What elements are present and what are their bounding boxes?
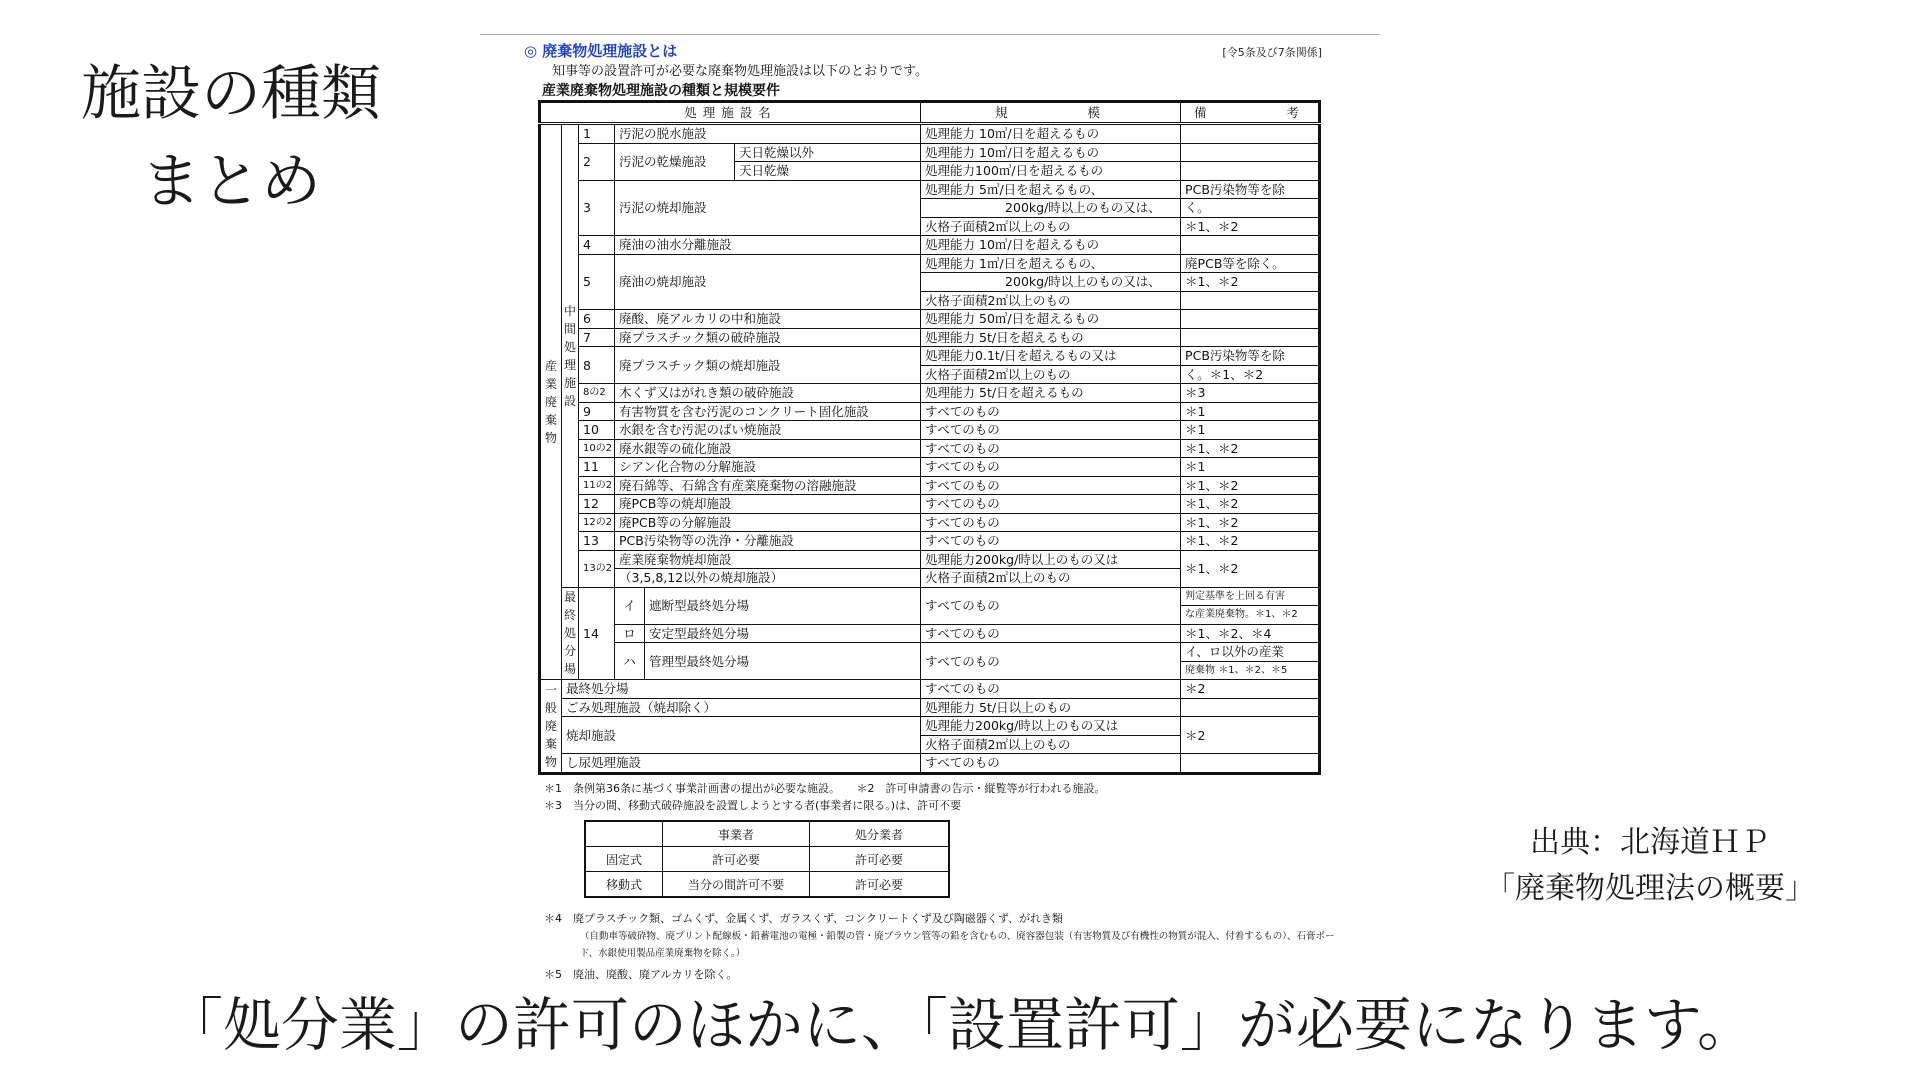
group-final: 最 終 処 分 場 — [562, 587, 579, 680]
row-name: ごみ処理施設（焼却除く） — [562, 698, 921, 717]
row-subname: 天日乾燥以外 — [735, 143, 921, 162]
table-row — [540, 254, 1320, 273]
table-row — [540, 180, 1320, 199]
footnote-3: ＊3 当分の間、移動式破砕施設を設置しようとする者(事業者に限る。)は、許可不要 — [544, 799, 962, 812]
row-name: 安定型最終処分場 — [645, 624, 921, 643]
row-no: 12 — [579, 495, 615, 514]
row-note — [1181, 698, 1320, 717]
row-scale: すべてのもの — [921, 532, 1181, 551]
row-mark: イ — [615, 587, 645, 624]
row-note: く。＊1、＊2 — [1181, 365, 1320, 384]
header-note: 備 考 — [1181, 102, 1320, 124]
footnote-1-2: ＊1 条例第36条に基づく事業計画書の提出が必要な施設。 ＊2 許可申請書の告示・縦覧等が行われる施設。 — [544, 782, 1106, 795]
mobile-permit-table — [584, 820, 950, 898]
row-scale: すべてのもの — [921, 458, 1181, 477]
row-scale: 処理能力100㎥/日を超えるもの — [921, 162, 1181, 181]
row-note: イ、ロ以外の産業 — [1181, 643, 1320, 662]
row-name: PCB汚染物等の洗浄・分離施設 — [615, 532, 921, 551]
row-note — [1181, 124, 1320, 144]
row-note: PCB汚染物等を除 — [1181, 347, 1320, 366]
row-scale: すべてのもの — [921, 495, 1181, 514]
doc-heading: ◎ 廃棄物処理施設とは — [524, 42, 678, 60]
facility-table — [538, 100, 1321, 775]
slide-caption: 「処分業」の許可のほかに、「設置許可」が必要になります。 — [164, 991, 1756, 1059]
row-no: 11 — [579, 458, 615, 477]
table-row — [540, 310, 1320, 329]
mini-header: 事業者 — [663, 821, 810, 847]
group-industrial: 産 業 廃 棄 物 — [540, 124, 562, 680]
row-name: シアン化合物の分解施設 — [615, 458, 921, 477]
footnote-4-detail: （自動車等破砕物、廃プリント配線板・鉛蓄電池の電極・鉛製の管・廃ブラウン管等の鉛を含むもの、廃容器包装（有害物質及び有機性の物質が混入、付着するもの）、石膏ボード、水銀使用製品産業廃棄物を除く。） — [580, 931, 1335, 959]
row-note: ＊1、＊2 — [1181, 495, 1320, 514]
table-row — [540, 328, 1320, 347]
row-note: く。 — [1181, 199, 1320, 218]
mini-row-label: 移動式 — [585, 872, 663, 898]
row-note — [1181, 328, 1320, 347]
table-row — [540, 550, 1320, 569]
mini-cell: 許可必要 — [663, 847, 810, 872]
top-rule — [480, 34, 1380, 35]
row-name: 廃水銀等の硫化施設 — [615, 439, 921, 458]
mini-header: 処分業者 — [810, 821, 950, 847]
row-scale: 処理能力 5t/日以上のもの — [921, 698, 1181, 717]
row-note: な産業廃棄物。＊1、＊2 — [1181, 606, 1320, 625]
row-scale: 火格子面積2㎡以上のもの — [921, 735, 1181, 754]
row-note — [1181, 291, 1320, 310]
table-row — [540, 421, 1320, 440]
row-note: ＊1、＊2 — [1181, 439, 1320, 458]
row-name: 管理型最終処分場 — [645, 643, 921, 680]
row-scale: すべてのもの — [921, 754, 1181, 774]
row-scale: 処理能力 10㎥/日を超えるもの — [921, 143, 1181, 162]
row-note: ＊1、＊2 — [1181, 273, 1320, 292]
row-note: ＊3 — [1181, 384, 1320, 403]
row-no: 6 — [579, 310, 615, 329]
header-facility: 処理施設名 — [540, 102, 921, 124]
table-row — [540, 680, 1320, 699]
row-scale: すべてのもの — [921, 476, 1181, 495]
row-mark: ロ — [615, 624, 645, 643]
row-no: 13 — [579, 532, 615, 551]
table-row — [540, 402, 1320, 421]
row-no: 1 — [579, 124, 615, 144]
doc-reference: [令5条及び7条関係] — [1222, 46, 1322, 59]
table-row — [540, 624, 1320, 643]
row-name: 遮断型最終処分場 — [645, 587, 921, 624]
table-row — [540, 143, 1320, 162]
row-name: 廃PCB等の焼却施設 — [615, 495, 921, 514]
row-note: 廃棄物 ＊1、＊2、＊5 — [1181, 661, 1320, 680]
row-name: 汚泥の乾燥施設 — [615, 143, 735, 180]
table-row — [540, 347, 1320, 366]
table-row — [540, 439, 1320, 458]
mini-corner — [585, 821, 663, 847]
row-note: 廃PCB等を除く。 — [1181, 254, 1320, 273]
table-row — [540, 532, 1320, 551]
row-note: ＊1、＊2 — [1181, 217, 1320, 236]
table-header-row — [540, 102, 1320, 124]
row-no: 13の2 — [579, 550, 615, 587]
row-scale: 処理能力 5t/日を超えるもの — [921, 384, 1181, 403]
row-note: ＊1 — [1181, 458, 1320, 477]
table-row — [540, 495, 1320, 514]
table-row — [540, 587, 1320, 606]
row-scale: すべてのもの — [921, 643, 1181, 680]
table-row — [540, 754, 1320, 774]
source-line1: 出典：北海道ＨＰ — [1530, 825, 1770, 860]
row-scale: すべてのもの — [921, 421, 1181, 440]
row-name: 最終処分場 — [562, 680, 921, 699]
table-row — [540, 384, 1320, 403]
row-name: 産業廃棄物焼却施設 — [615, 550, 921, 569]
slide-title-line2: まとめ — [141, 147, 321, 217]
row-scale: すべてのもの — [921, 439, 1181, 458]
row-no: 5 — [579, 254, 615, 310]
row-scale: 火格子面積2㎡以上のもの — [921, 365, 1181, 384]
row-note — [1181, 162, 1320, 181]
row-no: 10 — [579, 421, 615, 440]
row-note: ＊1、＊2 — [1181, 550, 1320, 587]
row-name: 焼却施設 — [562, 717, 921, 754]
row-no: 12の2 — [579, 513, 615, 532]
row-no: 8 — [579, 347, 615, 384]
row-scale: 200kg/時以上のもの又は、 — [921, 273, 1181, 292]
row-note: ＊1 — [1181, 421, 1320, 440]
mini-cell: 許可必要 — [810, 847, 950, 872]
table-row — [540, 476, 1320, 495]
row-note: ＊1、＊2 — [1181, 476, 1320, 495]
row-name: し尿処理施設 — [562, 754, 921, 774]
table-row — [540, 513, 1320, 532]
row-note — [1181, 310, 1320, 329]
row-note — [1181, 143, 1320, 162]
row-name: 廃油の油水分離施設 — [615, 236, 921, 255]
header-scale: 規 模 — [921, 102, 1181, 124]
row-no: 4 — [579, 236, 615, 255]
table-row — [540, 124, 1320, 144]
row-no: 8の2 — [579, 384, 615, 403]
row-no: 14 — [579, 587, 615, 680]
row-name: 汚泥の脱水施設 — [615, 124, 921, 144]
row-note: ＊2 — [1181, 717, 1320, 754]
row-note: PCB汚染物等を除 — [1181, 180, 1320, 199]
row-name: 廃油の焼却施設 — [615, 254, 921, 310]
row-scale: 処理能力 10㎥/日を超えるもの — [921, 236, 1181, 255]
row-note: ＊2 — [1181, 680, 1320, 699]
group-general: 一 般 廃 棄 物 — [540, 680, 562, 774]
source-line2: 「廃棄物処理法の概要」 — [1485, 871, 1815, 906]
row-name: 木くず又はがれき類の破砕施設 — [615, 384, 921, 403]
row-note: ＊1 — [1181, 402, 1320, 421]
table-row — [540, 458, 1320, 477]
row-note: ＊1、＊2 — [1181, 532, 1320, 551]
row-no: 2 — [579, 143, 615, 180]
row-name: 有害物質を含む汚泥のコンクリート固化施設 — [615, 402, 921, 421]
row-note: ＊1、＊2 — [1181, 513, 1320, 532]
row-scale: 火格子面積2㎡以上のもの — [921, 217, 1181, 236]
mini-cell: 当分の間許可不要 — [663, 872, 810, 898]
table-row — [540, 236, 1320, 255]
row-name: 廃酸、廃アルカリの中和施設 — [615, 310, 921, 329]
row-no: 7 — [579, 328, 615, 347]
row-scale: 処理能力 10㎥/日を超えるもの — [921, 124, 1181, 144]
row-scale: すべてのもの — [921, 513, 1181, 532]
row-note — [1181, 236, 1320, 255]
doc-intro: 知事等の設置許可が必要な廃棄物処理施設は以下のとおりです。 — [552, 64, 928, 79]
row-no: 11の2 — [579, 476, 615, 495]
row-scale: 処理能力 5t/日を超えるもの — [921, 328, 1181, 347]
footnote-5: ＊5 廃油、廃酸、廃アルカリを除く。 — [544, 968, 738, 981]
row-subname: 天日乾燥 — [735, 162, 921, 181]
row-note: 判定基準を上回る有害 — [1181, 587, 1320, 606]
row-name: 汚泥の焼却施設 — [615, 180, 921, 236]
row-scale: 処理能力200kg/時以上のもの又は — [921, 717, 1181, 736]
mini-cell: 許可必要 — [810, 872, 950, 898]
row-mark: ハ — [615, 643, 645, 680]
group-intermediate: 中 間 処 理 施 設 — [562, 124, 579, 588]
slide-title-line1: 施設の種類 — [81, 59, 381, 129]
table-title: 産業廃棄物処理施設の種類と規模要件 — [542, 83, 780, 99]
mini-row-label: 固定式 — [585, 847, 663, 872]
row-note: ＊1、＊2、＊4 — [1181, 624, 1320, 643]
row-name: 廃プラスチック類の焼却施設 — [615, 347, 921, 384]
row-no: 9 — [579, 402, 615, 421]
row-scale: 200kg/時以上のもの又は、 — [921, 199, 1181, 218]
row-scale: すべてのもの — [921, 402, 1181, 421]
row-scale: 処理能力 5㎥/日を超えるもの、 — [921, 180, 1181, 199]
source-citation — [1470, 820, 1830, 912]
row-scale: 処理能力 50㎥/日を超えるもの — [921, 310, 1181, 329]
footnote-4: ＊4 廃プラスチック類、ゴムくず、金属くず、ガラスくず、コンクリートくず及び陶磁器くず、がれき類 — [544, 912, 1064, 925]
table-row — [540, 717, 1320, 736]
document-scan — [480, 34, 1380, 984]
row-name: 廃PCB等の分解施設 — [615, 513, 921, 532]
table-row — [540, 698, 1320, 717]
row-name: （3,5,8,12以外の焼却施設） — [615, 569, 921, 588]
slide-title — [66, 50, 396, 226]
row-name: 廃石綿等、石綿含有産業廃棄物の溶融施設 — [615, 476, 921, 495]
row-scale: すべてのもの — [921, 624, 1181, 643]
row-name: 廃プラスチック類の破砕施設 — [615, 328, 921, 347]
row-scale: 火格子面積2㎡以上のもの — [921, 291, 1181, 310]
row-no: 3 — [579, 180, 615, 236]
row-scale: 処理能力0.1t/日を超えるもの又は — [921, 347, 1181, 366]
row-note — [1181, 754, 1320, 774]
row-scale: すべてのもの — [921, 680, 1181, 699]
row-scale: 処理能力200kg/時以上のもの又は — [921, 550, 1181, 569]
row-scale: 火格子面積2㎡以上のもの — [921, 569, 1181, 588]
row-no: 10の2 — [579, 439, 615, 458]
row-scale: 処理能力 1㎥/日を超えるもの、 — [921, 254, 1181, 273]
row-name: 水銀を含む汚泥のばい焼施設 — [615, 421, 921, 440]
row-scale: すべてのもの — [921, 587, 1181, 624]
